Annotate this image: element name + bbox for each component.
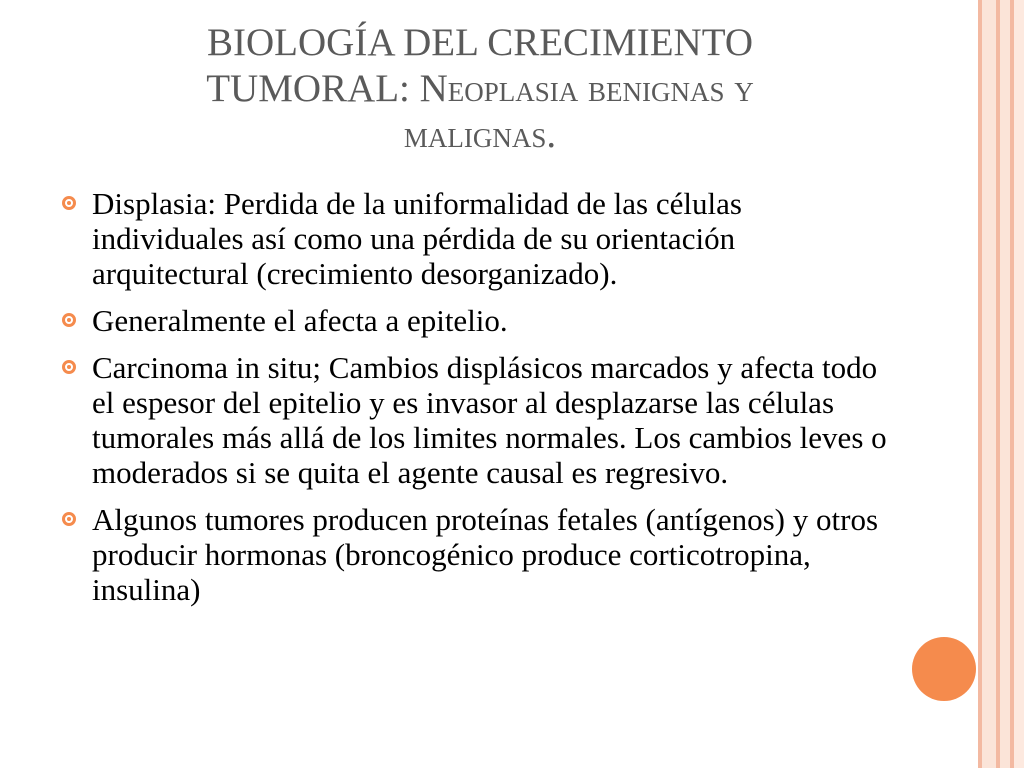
bullet-ring-icon [62,196,76,210]
stripe [1014,0,1024,768]
bullet-list [62,186,892,619]
bullet-item [62,186,892,291]
bullet-text: Algunos tumores producen proteínas fetales (antígenos) y otros producir hormonas (broncogénico produce corticotropina, insulina) [92,502,879,607]
stripe [982,0,996,768]
bullet-text: Carcinoma in situ; Cambios displásicos marcados y afecta todo el espesor del epitelio y es invasor al desplazarse las células tumorales más allá de los limites normales. Los cambios leves o moderados si se quita el agente causal es regresivo. [92,350,887,490]
bullet-ring-icon [62,512,76,526]
bullet-item [62,502,892,607]
bullet-ring-icon [62,360,76,374]
bullet-text: Generalmente el afecta a epitelio. [92,303,508,338]
slide-title [120,20,840,158]
title-line: BIOLOGÍA DEL CRECIMIENTO [207,21,753,64]
bullet-text: Displasia: Perdida de la uniformalidad de las células individuales así como una pérdida de su orientación arquitectural (crecimiento desorganizado). [92,186,742,291]
bullet-item [62,303,892,338]
title-line: TUMORAL: Neoplasia benignas y [206,67,754,110]
decorative-side-stripes [978,0,1024,768]
stripe [1000,0,1010,768]
bullet-ring-icon [62,313,76,327]
bullet-item [62,350,892,490]
decorative-orange-circle [912,637,976,701]
title-line: malignas. [403,113,557,156]
